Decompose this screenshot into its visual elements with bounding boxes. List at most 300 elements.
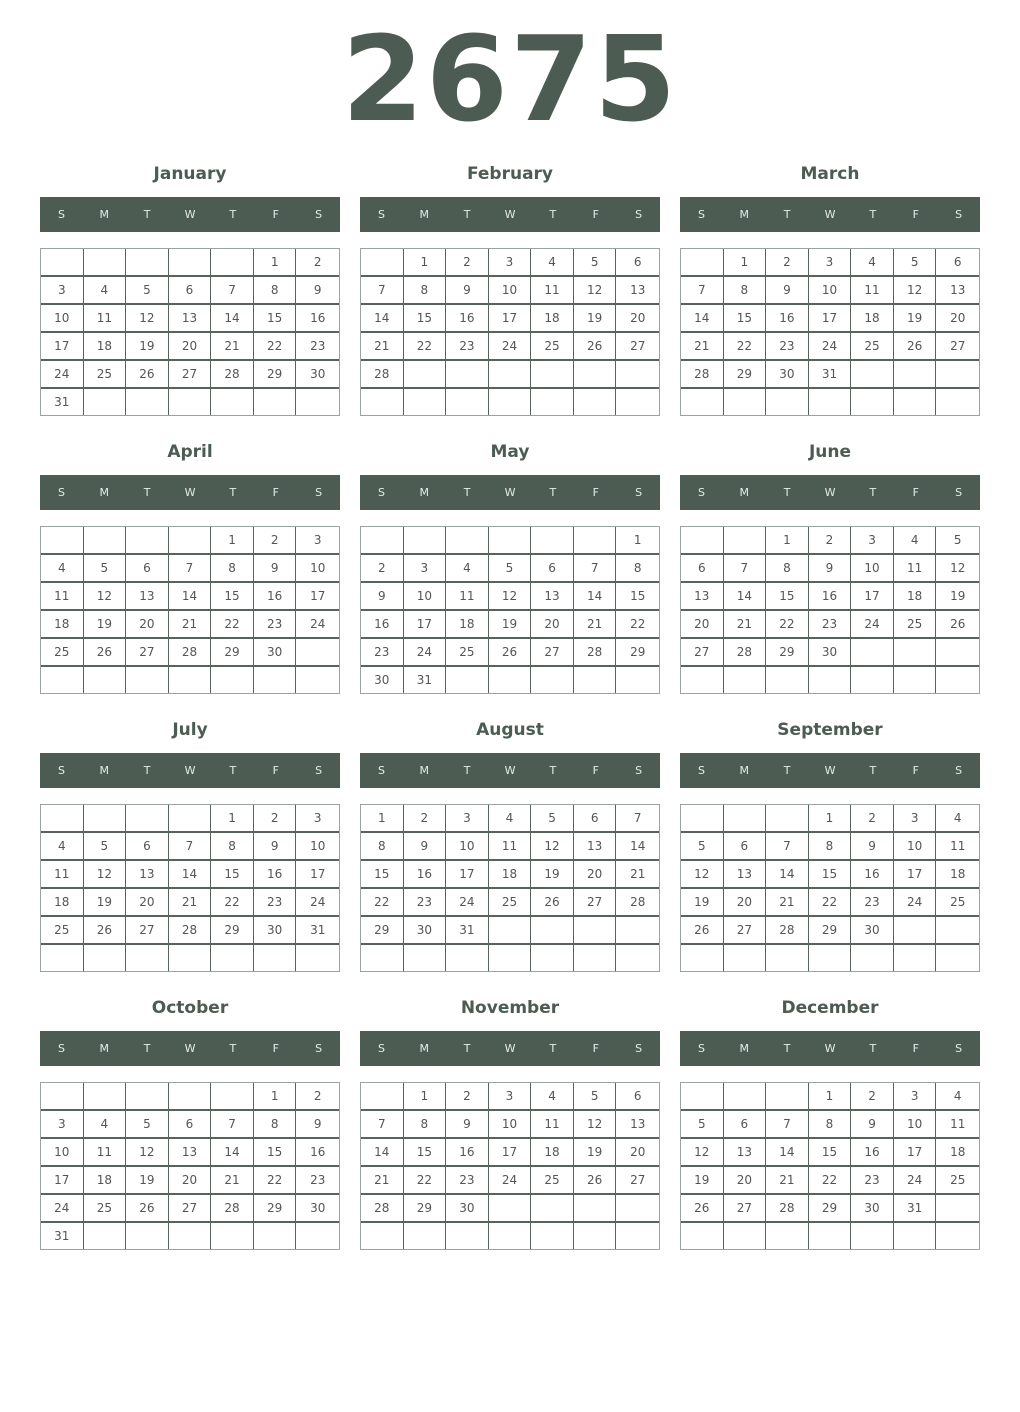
- day-cell: [489, 667, 532, 693]
- day-cell: 7: [169, 833, 212, 861]
- day-cell: 5: [531, 805, 574, 833]
- day-grid: [680, 1082, 980, 1250]
- day-cell: 5: [936, 527, 979, 555]
- day-cell: [84, 527, 127, 555]
- day-cell: [574, 389, 617, 415]
- day-cell: 23: [446, 1167, 489, 1195]
- day-cell: 15: [616, 583, 659, 611]
- day-cell: 26: [681, 1195, 724, 1223]
- day-cell: 8: [404, 277, 447, 305]
- day-cell: [936, 639, 979, 667]
- day-cell: 16: [446, 305, 489, 333]
- day-cell: 26: [84, 917, 127, 945]
- day-grid: [680, 248, 980, 416]
- day-cell: 20: [126, 889, 169, 917]
- month-title: September: [777, 720, 883, 740]
- day-cell: 24: [296, 889, 339, 917]
- weekday-header: [680, 197, 980, 232]
- day-cell: 1: [254, 249, 297, 277]
- day-cell: [41, 527, 84, 555]
- day-cell: 3: [296, 805, 339, 833]
- day-cell: [894, 917, 937, 945]
- day-cell: 17: [404, 611, 447, 639]
- day-cell: 8: [724, 277, 767, 305]
- day-cell: [254, 945, 297, 971]
- day-cell: [894, 1223, 937, 1249]
- day-cell: [681, 667, 724, 693]
- day-cell: 18: [936, 1139, 979, 1167]
- day-cell: 24: [489, 333, 532, 361]
- weekday-label: S: [635, 486, 643, 499]
- day-cell: 29: [211, 917, 254, 945]
- day-cell: 18: [41, 611, 84, 639]
- day-cell: 6: [169, 1111, 212, 1139]
- day-cell: 23: [404, 889, 447, 917]
- day-cell: 31: [894, 1195, 937, 1223]
- day-cell: 12: [894, 277, 937, 305]
- weekday-label: M: [419, 208, 430, 221]
- weekday-label: W: [824, 486, 836, 499]
- day-cell: [936, 945, 979, 971]
- day-cell: 20: [681, 611, 724, 639]
- day-cell: 9: [809, 555, 852, 583]
- day-cell: [724, 667, 767, 693]
- day-cell: 1: [724, 249, 767, 277]
- day-cell: 19: [894, 305, 937, 333]
- weekday-label: T: [869, 486, 877, 499]
- weekday-label: S: [377, 208, 385, 221]
- day-cell: 18: [446, 611, 489, 639]
- day-cell: 30: [361, 667, 404, 693]
- weekday-header: [360, 197, 660, 232]
- day-cell: 10: [296, 833, 339, 861]
- day-cell: 26: [574, 333, 617, 361]
- day-cell: 2: [254, 527, 297, 555]
- day-cell: 27: [169, 361, 212, 389]
- day-cell: 5: [574, 249, 617, 277]
- weekday-label: S: [635, 1042, 643, 1055]
- day-cell: 14: [681, 305, 724, 333]
- day-cell: [169, 1083, 212, 1111]
- weekday-label: M: [739, 1042, 750, 1055]
- day-cell: 10: [41, 1139, 84, 1167]
- day-cell: 31: [296, 917, 339, 945]
- day-cell: [41, 945, 84, 971]
- day-cell: [41, 805, 84, 833]
- day-cell: [169, 1223, 212, 1249]
- day-cell: [41, 249, 84, 277]
- day-cell: 4: [936, 805, 979, 833]
- day-cell: 14: [361, 305, 404, 333]
- weekday-label: W: [824, 208, 836, 221]
- day-cell: 2: [446, 1083, 489, 1111]
- weekday-label: S: [955, 208, 963, 221]
- weekday-label: W: [504, 208, 516, 221]
- day-cell: [616, 945, 659, 971]
- weekday-label: S: [697, 208, 705, 221]
- weekday-header: [40, 1031, 340, 1066]
- day-cell: 19: [574, 305, 617, 333]
- day-cell: 28: [766, 917, 809, 945]
- day-cell: [574, 1195, 617, 1223]
- day-cell: 1: [766, 527, 809, 555]
- day-cell: 12: [681, 1139, 724, 1167]
- day-cell: [531, 917, 574, 945]
- day-cell: 3: [296, 527, 339, 555]
- day-cell: 30: [851, 1195, 894, 1223]
- weekday-label: S: [955, 1042, 963, 1055]
- day-cell: 3: [851, 527, 894, 555]
- day-cell: [446, 361, 489, 389]
- weekday-label: T: [783, 208, 791, 221]
- day-cell: [296, 1223, 339, 1249]
- day-cell: 31: [809, 361, 852, 389]
- day-cell: 17: [894, 861, 937, 889]
- day-cell: 8: [254, 277, 297, 305]
- day-cell: 14: [724, 583, 767, 611]
- day-cell: [446, 667, 489, 693]
- day-cell: 17: [851, 583, 894, 611]
- day-cell: [254, 667, 297, 693]
- day-cell: 31: [41, 1223, 84, 1249]
- day-cell: [211, 1083, 254, 1111]
- day-cell: [766, 1083, 809, 1111]
- day-cell: 22: [211, 611, 254, 639]
- day-cell: [531, 1195, 574, 1223]
- day-cell: [126, 249, 169, 277]
- day-cell: [616, 389, 659, 415]
- day-cell: [851, 639, 894, 667]
- day-grid: [360, 1082, 660, 1250]
- day-cell: 14: [361, 1139, 404, 1167]
- day-cell: 24: [894, 889, 937, 917]
- day-cell: 23: [766, 333, 809, 361]
- day-cell: [936, 1195, 979, 1223]
- day-cell: 2: [254, 805, 297, 833]
- day-cell: 5: [681, 1111, 724, 1139]
- day-cell: 23: [361, 639, 404, 667]
- day-cell: 24: [296, 611, 339, 639]
- day-cell: 9: [404, 833, 447, 861]
- day-cell: 15: [404, 305, 447, 333]
- day-cell: [489, 917, 532, 945]
- day-cell: 5: [84, 833, 127, 861]
- day-cell: 25: [531, 333, 574, 361]
- weekday-label: T: [783, 1042, 791, 1055]
- day-cell: 17: [296, 861, 339, 889]
- weekday-label: F: [272, 208, 279, 221]
- weekday-header: [360, 475, 660, 510]
- day-cell: 19: [531, 861, 574, 889]
- day-cell: 3: [894, 805, 937, 833]
- weekday-label: W: [504, 764, 516, 777]
- day-cell: 29: [809, 1195, 852, 1223]
- day-cell: 12: [936, 555, 979, 583]
- weekday-label: W: [504, 486, 516, 499]
- weekday-label: T: [463, 764, 471, 777]
- day-cell: 1: [254, 1083, 297, 1111]
- day-cell: 27: [681, 639, 724, 667]
- day-cell: [681, 945, 724, 971]
- day-cell: [211, 945, 254, 971]
- day-cell: [809, 1223, 852, 1249]
- day-cell: 30: [404, 917, 447, 945]
- day-cell: [531, 527, 574, 555]
- day-cell: 5: [126, 277, 169, 305]
- weekday-label: S: [315, 208, 323, 221]
- day-cell: 8: [254, 1111, 297, 1139]
- day-cell: 16: [254, 583, 297, 611]
- weekday-label: W: [184, 208, 196, 221]
- day-cell: 27: [616, 333, 659, 361]
- day-cell: 2: [296, 249, 339, 277]
- day-cell: 3: [809, 249, 852, 277]
- weekday-label: T: [463, 1042, 471, 1055]
- weekday-label: W: [184, 764, 196, 777]
- day-cell: 15: [766, 583, 809, 611]
- day-cell: [681, 389, 724, 415]
- day-cell: 11: [41, 861, 84, 889]
- day-cell: 28: [616, 889, 659, 917]
- day-cell: 11: [41, 583, 84, 611]
- day-cell: [126, 805, 169, 833]
- day-cell: 16: [851, 861, 894, 889]
- day-cell: 29: [724, 361, 767, 389]
- month-title: December: [781, 998, 879, 1018]
- day-cell: 19: [574, 1139, 617, 1167]
- day-cell: 5: [126, 1111, 169, 1139]
- day-cell: [724, 1083, 767, 1111]
- day-cell: 27: [724, 1195, 767, 1223]
- weekday-label: S: [377, 1042, 385, 1055]
- day-cell: 13: [574, 833, 617, 861]
- day-cell: 25: [41, 639, 84, 667]
- day-cell: 16: [361, 611, 404, 639]
- weekday-label: M: [419, 764, 430, 777]
- day-cell: 16: [851, 1139, 894, 1167]
- day-cell: 31: [446, 917, 489, 945]
- month-title: October: [151, 998, 229, 1018]
- weekday-label: T: [549, 764, 557, 777]
- weekday-header: [360, 753, 660, 788]
- weekday-header: [360, 1031, 660, 1066]
- day-cell: 3: [41, 277, 84, 305]
- day-cell: 20: [724, 889, 767, 917]
- day-cell: 20: [169, 333, 212, 361]
- day-cell: 9: [766, 277, 809, 305]
- weekday-label: W: [824, 764, 836, 777]
- day-cell: 23: [254, 889, 297, 917]
- day-cell: 23: [296, 1167, 339, 1195]
- weekday-label: S: [377, 486, 385, 499]
- day-cell: 4: [851, 249, 894, 277]
- day-cell: 15: [404, 1139, 447, 1167]
- day-cell: 13: [681, 583, 724, 611]
- day-cell: 30: [296, 1195, 339, 1223]
- weekday-label: T: [143, 208, 151, 221]
- day-cell: 21: [169, 611, 212, 639]
- day-cell: [84, 389, 127, 415]
- day-cell: 9: [851, 1111, 894, 1139]
- day-cell: 15: [361, 861, 404, 889]
- day-cell: 4: [84, 1111, 127, 1139]
- day-cell: 21: [574, 611, 617, 639]
- day-cell: [361, 945, 404, 971]
- day-cell: 4: [531, 249, 574, 277]
- day-cell: 1: [211, 805, 254, 833]
- day-cell: 29: [361, 917, 404, 945]
- day-cell: 21: [211, 1167, 254, 1195]
- weekday-header: [680, 753, 980, 788]
- day-cell: [169, 667, 212, 693]
- day-cell: 11: [446, 583, 489, 611]
- day-cell: [681, 805, 724, 833]
- day-cell: 25: [489, 889, 532, 917]
- day-cell: [211, 667, 254, 693]
- weekday-label: W: [184, 1042, 196, 1055]
- day-cell: [531, 1223, 574, 1249]
- day-cell: 12: [126, 305, 169, 333]
- day-cell: 3: [894, 1083, 937, 1111]
- day-cell: 18: [41, 889, 84, 917]
- day-cell: [894, 945, 937, 971]
- month-title: February: [466, 164, 554, 184]
- weekday-label: F: [912, 486, 919, 499]
- day-cell: 26: [574, 1167, 617, 1195]
- day-cell: [531, 945, 574, 971]
- day-cell: 15: [211, 861, 254, 889]
- weekday-label: T: [549, 208, 557, 221]
- month-title: August: [476, 720, 544, 740]
- day-cell: 11: [84, 305, 127, 333]
- day-cell: 16: [296, 305, 339, 333]
- day-cell: 15: [254, 305, 297, 333]
- day-cell: 3: [404, 555, 447, 583]
- day-cell: 14: [616, 833, 659, 861]
- weekday-label: F: [912, 208, 919, 221]
- weekday-label: M: [99, 1042, 110, 1055]
- day-cell: 29: [766, 639, 809, 667]
- day-cell: 23: [851, 1167, 894, 1195]
- day-cell: 14: [211, 305, 254, 333]
- day-grid: [360, 526, 660, 694]
- day-cell: 19: [681, 889, 724, 917]
- day-cell: 22: [766, 611, 809, 639]
- day-cell: 3: [446, 805, 489, 833]
- day-cell: 7: [616, 805, 659, 833]
- day-cell: [724, 945, 767, 971]
- weekday-label: M: [419, 1042, 430, 1055]
- day-cell: 12: [574, 1111, 617, 1139]
- weekday-label: T: [869, 764, 877, 777]
- day-cell: [851, 945, 894, 971]
- day-cell: 30: [851, 917, 894, 945]
- day-cell: 7: [169, 555, 212, 583]
- day-cell: 21: [211, 333, 254, 361]
- day-cell: 23: [809, 611, 852, 639]
- day-cell: 9: [446, 277, 489, 305]
- weekday-label: M: [739, 486, 750, 499]
- weekday-label: T: [229, 208, 237, 221]
- weekday-label: F: [592, 208, 599, 221]
- day-cell: 31: [404, 667, 447, 693]
- day-cell: 26: [936, 611, 979, 639]
- day-cell: 6: [531, 555, 574, 583]
- day-cell: 23: [851, 889, 894, 917]
- day-cell: 27: [531, 639, 574, 667]
- day-cell: [724, 805, 767, 833]
- day-cell: 10: [296, 555, 339, 583]
- day-cell: 29: [211, 639, 254, 667]
- weekday-header: [40, 753, 340, 788]
- weekday-label: F: [592, 764, 599, 777]
- day-cell: [446, 1223, 489, 1249]
- day-cell: [724, 527, 767, 555]
- day-cell: [361, 389, 404, 415]
- day-cell: [361, 249, 404, 277]
- day-cell: 18: [489, 861, 532, 889]
- day-cell: 22: [211, 889, 254, 917]
- day-grid: [40, 1082, 340, 1250]
- day-cell: [169, 527, 212, 555]
- day-cell: [489, 527, 532, 555]
- day-cell: 27: [616, 1167, 659, 1195]
- day-cell: 22: [254, 1167, 297, 1195]
- day-cell: [894, 667, 937, 693]
- day-cell: 24: [489, 1167, 532, 1195]
- weekday-label: S: [697, 764, 705, 777]
- weekday-label: S: [635, 764, 643, 777]
- day-cell: 27: [126, 639, 169, 667]
- day-cell: [489, 945, 532, 971]
- weekday-label: T: [783, 764, 791, 777]
- day-cell: 13: [724, 861, 767, 889]
- day-cell: [766, 667, 809, 693]
- day-cell: 17: [296, 583, 339, 611]
- day-cell: [84, 667, 127, 693]
- day-cell: [41, 667, 84, 693]
- day-cell: 10: [446, 833, 489, 861]
- day-cell: 19: [84, 889, 127, 917]
- day-cell: [211, 249, 254, 277]
- day-cell: 14: [766, 1139, 809, 1167]
- day-cell: 21: [361, 1167, 404, 1195]
- day-cell: 7: [574, 555, 617, 583]
- day-cell: 28: [361, 1195, 404, 1223]
- month-title: May: [490, 442, 530, 462]
- weekday-label: T: [463, 208, 471, 221]
- day-cell: 21: [361, 333, 404, 361]
- day-cell: 2: [851, 805, 894, 833]
- day-cell: 2: [404, 805, 447, 833]
- weekday-label: S: [315, 764, 323, 777]
- day-cell: 28: [211, 1195, 254, 1223]
- day-cell: 25: [41, 917, 84, 945]
- day-cell: 22: [809, 1167, 852, 1195]
- day-cell: [126, 945, 169, 971]
- day-cell: 28: [211, 361, 254, 389]
- day-cell: [296, 945, 339, 971]
- day-cell: [404, 945, 447, 971]
- day-cell: [851, 389, 894, 415]
- weekday-label: T: [783, 486, 791, 499]
- day-cell: [84, 805, 127, 833]
- weekday-label: S: [635, 208, 643, 221]
- day-cell: [851, 361, 894, 389]
- day-cell: 28: [169, 917, 212, 945]
- day-cell: 12: [489, 583, 532, 611]
- day-cell: 19: [489, 611, 532, 639]
